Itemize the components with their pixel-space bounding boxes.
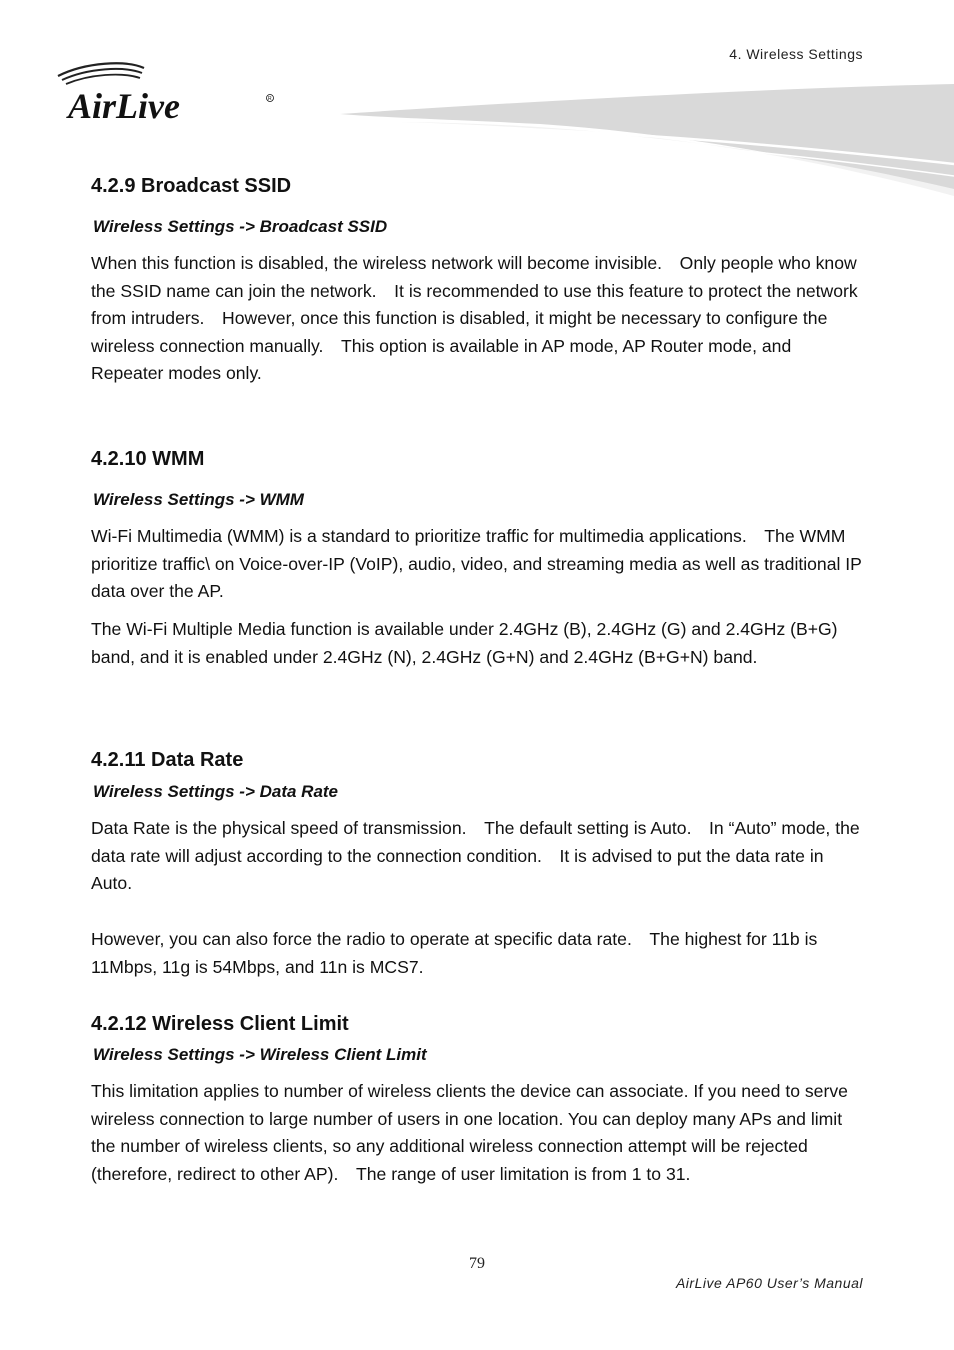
section-heading: 4.2.9 Broadcast SSID: [91, 175, 292, 197]
airlive-logo: [56, 60, 286, 130]
menu-path: Wireless Settings -> Broadcast SSID: [93, 217, 388, 236]
body-paragraph: Wi-Fi Multimedia (WMM) is a standard to prioritize traffic for multimedia applications. The WMM prioritize traffic\ on Voice-over-IP (VoIP), audio, video, and streaming media as well as traditional IP data over the AP.: [91, 526, 862, 602]
chapter-header: 4. Wireless Settings: [729, 46, 863, 62]
menu-path: Wireless Settings -> Wireless Client Limit: [93, 1045, 427, 1064]
body-paragraph: When this function is disabled, the wireless network will become invisible. Only people who know the SSID name can join the network. It is recommended to use this feature to protect the network from intruders. However, once this function is disabled, it might be necessary to configure the wireless connection manually. This option is available in AP mode, AP Router mode, and Repeater modes only.: [91, 253, 858, 384]
page-number: 79: [469, 1255, 485, 1272]
svg-text:R: R: [268, 96, 272, 102]
section-heading: 4.2.10 WMM: [91, 448, 205, 470]
section-heading: 4.2.11 Data Rate: [91, 749, 244, 771]
body-paragraph: However, you can also force the radio to operate at specific data rate. The highest for 11b is 11Mbps, 11g is 54Mbps, and 11n is MCS7.: [91, 929, 818, 977]
menu-path: Wireless Settings -> Data Rate: [93, 782, 339, 801]
manual-title: AirLive AP60 User’s Manual: [675, 1275, 863, 1291]
body-paragraph: Data Rate is the physical speed of transmission. The default setting is Auto. In “Auto” mode, the data rate will adjust according to the connection condition. It is advised to put the data rate in Auto.: [91, 818, 860, 894]
header-swoosh: [340, 84, 954, 196]
body-paragraph: The Wi-Fi Multiple Media function is available under 2.4GHz (B), 2.4GHz (G) and 2.4GHz (B+G) band, and it is enabled under 2.4GHz (N), 2.4GHz (G+N) and 2.4GHz (B+G+N) band.: [91, 619, 838, 667]
section-heading: 4.2.12 Wireless Client Limit: [91, 1013, 349, 1035]
svg-text:AirLive: AirLive: [68, 86, 180, 126]
body-paragraph: This limitation applies to number of wireless clients the device can associate. If you need to serve wireless connection to large number of users in one location. You can deploy many APs and limit the number of wireless clients, so any additional wireless connection attempt will be rejected (therefore, redirect to other AP). The range of user limitation is from 1 to 31.: [91, 1081, 848, 1184]
menu-path: Wireless Settings -> WMM: [93, 490, 304, 509]
